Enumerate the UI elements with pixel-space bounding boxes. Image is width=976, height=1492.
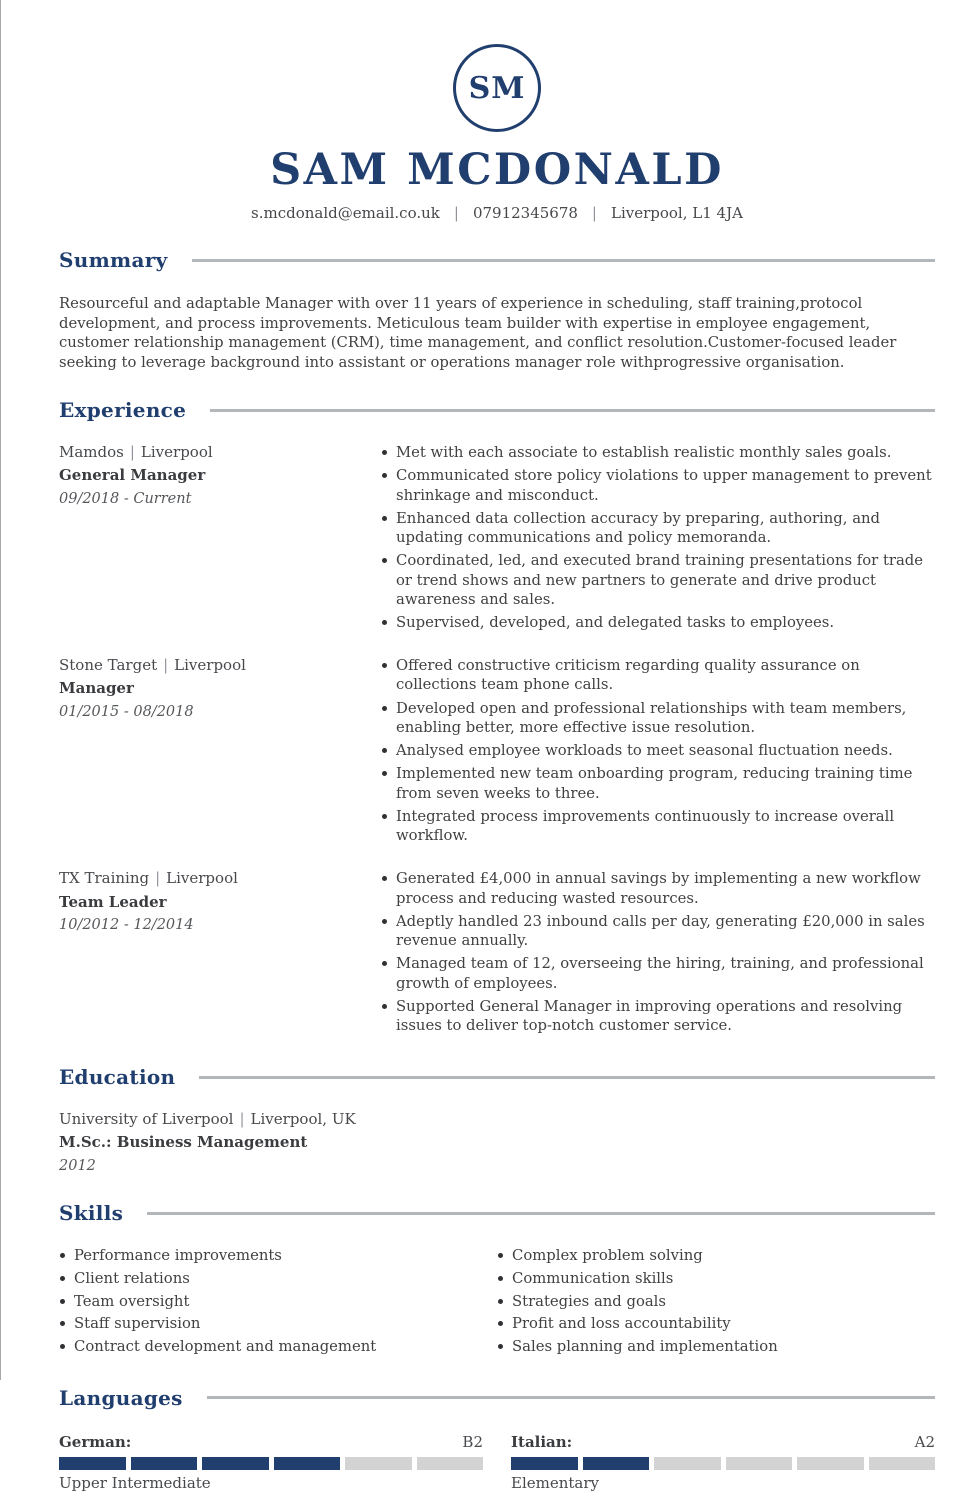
job-company: Stone Target: [59, 656, 158, 675]
language-proficiency-label: Upper Intermediate: [59, 1473, 211, 1492]
job-company-line: [59, 869, 361, 888]
bar-segment-empty: [417, 1457, 484, 1470]
skill-item: Profit and loss accountability: [497, 1314, 935, 1333]
contact-email: s.mcdonald@email.co.uk: [251, 204, 440, 222]
job-separator: |: [155, 869, 161, 888]
language-proficiency-label: Elementary: [511, 1473, 600, 1492]
bar-segment-filled: [274, 1457, 341, 1470]
bar-segment-empty: [726, 1457, 793, 1470]
job-bullet: Met with each associate to establish realistic monthly sales goals.: [381, 443, 935, 462]
skill-item: Complex problem solving: [497, 1246, 935, 1265]
languages-section: [59, 1386, 935, 1492]
job-role: Manager: [59, 679, 134, 698]
job-company: Mamdos: [59, 443, 124, 462]
skill-item: Client relations: [59, 1269, 497, 1288]
section-title-languages: Languages: [59, 1385, 183, 1410]
job-separator: |: [163, 656, 169, 675]
job-company: TX Training: [59, 869, 150, 888]
section-title-skills: Skills: [59, 1201, 124, 1226]
job-bullet: Supported General Manager in improving operations and resolving issues to deliver top-notch customer service.: [381, 997, 935, 1035]
skills-column-right: [497, 1246, 935, 1360]
summary-section: [59, 248, 935, 372]
language-proficiency-bar: [511, 1457, 935, 1470]
job-meta: [59, 443, 381, 636]
job-role: Team Leader: [59, 892, 167, 911]
job-entry: [59, 443, 935, 636]
job-bullet: Implemented new team onboarding program, reducing training time from seven weeks to three.: [381, 764, 935, 802]
bar-segment-empty: [797, 1457, 864, 1470]
experience-heading-row: [59, 398, 935, 422]
job-role: General Manager: [59, 466, 206, 485]
job-entry: [59, 869, 935, 1039]
job-bullet: Developed open and professional relationships with team members, enabling better, more effective issue resolution.: [381, 699, 935, 737]
job-dates: 10/2012 - 12/2014: [59, 916, 194, 933]
bar-segment-filled: [511, 1457, 578, 1470]
jobs-list: [59, 443, 935, 1039]
contact-location: Liverpool, L1 4JA: [610, 204, 743, 222]
job-meta: [59, 656, 381, 849]
candidate-name: SAM MCDONALD: [270, 145, 724, 195]
skills-column-left: [59, 1246, 497, 1360]
education-year: 2012: [59, 1157, 96, 1174]
education-heading-row: [59, 1065, 935, 1089]
resume-header: [59, 44, 935, 222]
skill-item: Contract development and management: [59, 1337, 497, 1356]
bar-segment-filled: [202, 1457, 269, 1470]
skill-item: Staff supervision: [59, 1314, 497, 1333]
skill-item: Communication skills: [497, 1269, 935, 1288]
bar-segment-empty: [345, 1457, 412, 1470]
skill-item: Team oversight: [59, 1292, 497, 1311]
monogram-badge: [453, 44, 541, 132]
experience-section: [59, 398, 935, 1039]
education-school: University of Liverpool: [59, 1110, 234, 1129]
job-company-line: [59, 443, 361, 462]
language-name: German:: [59, 1432, 132, 1451]
job-bullet: Integrated process improvements continuously to increase overall workflow.: [381, 807, 935, 845]
languages-heading-row: [59, 1386, 935, 1410]
section-rule: [192, 259, 935, 262]
language-label-row: [59, 1433, 483, 1451]
language-proficiency-bar: [59, 1457, 483, 1470]
summary-text: Resourceful and adaptable Manager with over 11 years of experience in scheduling, staff training,protocol development, and process improvements. Meticulous team builder with expertise in employee engagement, customer relationship management (CRM), time management, and conflict resolution.Customer-focused leader seeking to leverage background into assistant or operations manager role withprogressive organisation.: [59, 295, 897, 371]
language-name: Italian:: [511, 1432, 573, 1451]
job-separator: |: [129, 443, 135, 462]
section-rule: [199, 1076, 935, 1079]
skills-heading-row: [59, 1201, 935, 1225]
bar-segment-filled: [131, 1457, 198, 1470]
section-title-experience: Experience: [59, 398, 187, 423]
job-bullet: Managed team of 12, overseeing the hiring, training, and professional growth of employees.: [381, 954, 935, 992]
job-dates: 01/2015 - 08/2018: [59, 703, 194, 720]
language-label-row: [511, 1433, 935, 1451]
education-location: Liverpool, UK: [250, 1110, 356, 1129]
skill-item: Strategies and goals: [497, 1292, 935, 1311]
monogram-initials: SM: [468, 70, 526, 106]
language-entry-italian: [511, 1433, 935, 1492]
skill-item: Performance improvements: [59, 1246, 497, 1265]
bar-segment-empty: [654, 1457, 721, 1470]
job-achievements: [381, 869, 935, 1039]
section-rule: [207, 1396, 935, 1399]
education-section: [59, 1065, 935, 1175]
bar-segment-empty: [869, 1457, 936, 1470]
job-bullet: Communicated store policy violations to upper management to prevent shrinkage and misconduct.: [381, 466, 935, 504]
job-location: Liverpool: [174, 656, 246, 675]
section-rule: [147, 1212, 935, 1215]
bar-segment-filled: [59, 1457, 126, 1470]
job-location: Liverpool: [166, 869, 238, 888]
job-bullet: Offered constructive criticism regarding quality assurance on collections team phone calls.: [381, 656, 935, 694]
bar-segment-filled: [583, 1457, 650, 1470]
summary-heading-row: [59, 248, 935, 272]
skill-item: Sales planning and implementation: [497, 1337, 935, 1356]
job-bullet: Adeptly handled 23 inbound calls per day, generating £20,000 in sales revenue annually.: [381, 912, 935, 950]
language-entry-german: [59, 1433, 483, 1492]
section-title-summary: Summary: [59, 248, 168, 272]
job-achievements: [381, 656, 935, 849]
education-separator: |: [239, 1110, 245, 1129]
job-achievements: [381, 443, 935, 636]
job-entry: [59, 656, 935, 849]
section-title-education: Education: [59, 1065, 176, 1090]
contact-line: [59, 204, 935, 222]
skills-columns: [59, 1246, 935, 1360]
contact-phone: 07912345678: [472, 204, 578, 222]
contact-separator: |: [453, 204, 459, 222]
education-school-line: [59, 1110, 935, 1129]
job-meta: [59, 869, 381, 1039]
education-entry: [59, 1110, 935, 1175]
contact-separator: |: [591, 204, 597, 222]
job-bullet: Generated £4,000 in annual savings by implementing a new workflow process and reducing wasted resources.: [381, 869, 935, 907]
job-bullet: Coordinated, led, and executed brand training presentations for trade or trend shows and new partners to generate and drive product awareness and sales.: [381, 551, 935, 609]
education-degree: M.Sc.: Business Management: [59, 1133, 308, 1152]
language-level-badge: A2: [914, 1432, 935, 1451]
job-location: Liverpool: [140, 443, 213, 462]
language-level-badge: B2: [462, 1432, 483, 1451]
skills-section: [59, 1201, 935, 1360]
job-dates: 09/2018 - Current: [59, 490, 192, 507]
job-bullet: Analysed employee workloads to meet seasonal fluctuation needs.: [381, 741, 935, 760]
job-bullet: Enhanced data collection accuracy by preparing, authoring, and updating communications and policy memoranda.: [381, 509, 935, 547]
section-rule: [210, 409, 935, 412]
job-company-line: [59, 656, 361, 675]
languages-row: [59, 1433, 935, 1492]
job-bullet: Supervised, developed, and delegated tasks to employees.: [381, 613, 935, 632]
